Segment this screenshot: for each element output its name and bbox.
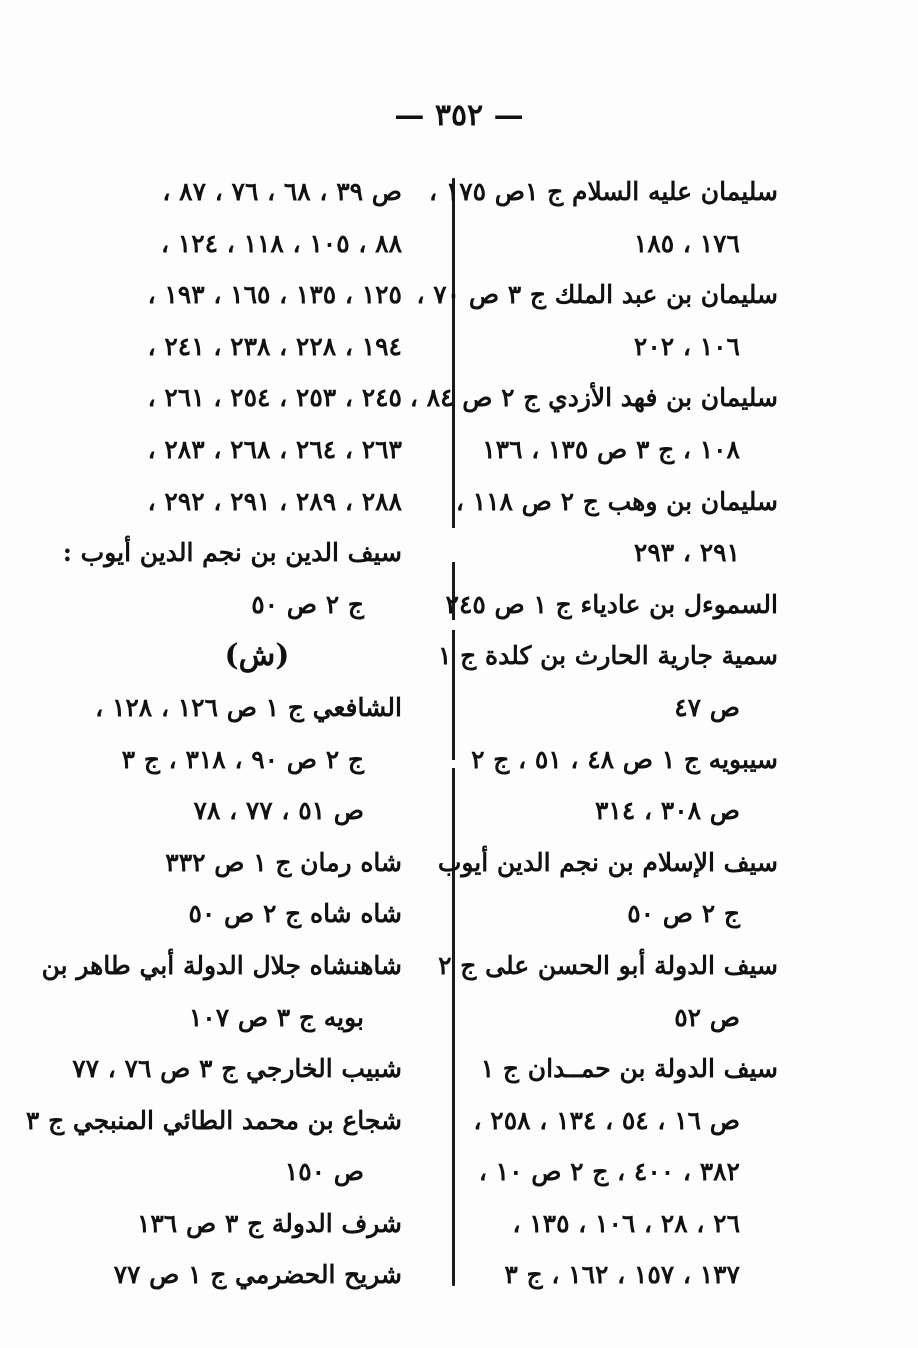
index-entry-line: ج ٢ ص ٩٠ ، ٣١٨ ، ج ٣: [121, 744, 364, 774]
index-entry-line: سليمان بن عبد الملك ج ٣ ص ٧٠ ،: [416, 280, 778, 310]
index-entry-line: ٨٨ ، ١٠٥ ، ١١٨ ، ١٢٤ ،: [161, 228, 402, 258]
index-entry-line: سليمان عليه السلام ج ١ص ١٧٥ ،: [428, 177, 778, 206]
index-column-right: [409, 166, 778, 1301]
index-entry-line: شبيب الخارجي ج ٣ ص ٧٦ ، ٧٧: [72, 1054, 402, 1084]
index-entry-line: ٢٦ ، ٢٨ ، ١٠٦ ، ١٣٥ ،: [512, 1208, 740, 1238]
index-entry-line: ١٠٦ ، ٢٠٢: [633, 331, 740, 361]
index-entry-line: سيف الدولة بن حمــدان ج ١: [480, 1054, 778, 1084]
index-entry-line: ٢٨٨ ، ٢٨٩ ، ٢٩١ ، ٢٩٢ ،: [147, 486, 402, 516]
index-entry-line: ص ٥٢: [674, 1002, 740, 1032]
index-entry-line: ١٢٥ ، ١٣٥ ، ١٦٥ ، ١٩٣ ،: [147, 280, 402, 310]
index-entry-line: السموءل بن عادياء ج ١ ص ٢٤٥: [445, 589, 778, 619]
column-divider: [452, 178, 455, 1286]
index-entry-line: ١٩٤ ، ٢٢٨ ، ٢٣٨ ، ٢٤١ ،: [147, 331, 402, 361]
index-entry-line: ١٧٦ ، ١٨٥: [633, 228, 740, 258]
index-entry-line: ص ٣٠٨ ، ٣١٤: [594, 796, 740, 826]
index-entry-line: ص ٤٧: [674, 692, 740, 722]
index-entry-line: شرف الدولة ج ٣ ص ١٣٦: [136, 1208, 402, 1238]
index-entry-line: ص ١٥٠: [284, 1157, 364, 1187]
index-entry-line: سيف الدين بن نجم الدين أيوب :: [62, 538, 402, 568]
index-entry-line: سيبويه ج ١ ص ٤٨ ، ٥١ ، ج ٢: [471, 744, 778, 774]
section-letter-heading: (ش): [224, 638, 290, 674]
page-number: — ٣٥٢ —: [394, 98, 524, 133]
index-entry-line: سيف الدولة أبو الحسن على ج ٢: [438, 950, 778, 980]
index-entry-line: شجاع بن محمد الطائي المنبجي ج ٣: [25, 1105, 402, 1135]
index-entry-line: ٢٤٥ ، ٢٥٣ ، ٢٥٤ ، ٢٦١ ،: [147, 383, 402, 413]
index-entry-line: شاهنشاه جلال الدولة أبي طاهر بن: [41, 950, 402, 980]
index-entry-line: الشافعي ج ١ ص ١٢٦ ، ١٢٨ ،: [95, 692, 402, 722]
column-divider-gap: [452, 528, 455, 562]
index-entry-line: سليمان بن وهب ج ٢ ص ١١٨ ،: [455, 486, 778, 516]
index-entry-line: ص ٣٩ ، ٦٨ ، ٧٦ ، ٨٧ ،: [162, 177, 402, 206]
index-entry-line: ٢٦٣ ، ٢٦٤ ، ٢٦٨ ، ٢٨٣ ،: [147, 434, 402, 464]
column-divider-gap: [452, 760, 455, 768]
index-entry-line: ج ٢ ص ٥٠: [627, 899, 740, 929]
index-entry-line: سليمان بن فهد الأزدي ج ٢ ص ٨٤ ،: [409, 383, 778, 413]
index-entry-line: ص ١٦ ، ٥٤ ، ١٣٤ ، ٢٥٨ ،: [473, 1105, 740, 1135]
index-entry-line: ٣٨٢ ، ٤٠٠ ، ج ٢ ص ١٠ ،: [478, 1157, 740, 1187]
index-column-left: [25, 166, 402, 1301]
index-entry-line: سيف الإسلام بن نجم الدين أيوب: [437, 847, 778, 877]
index-entry-line: ٢٩١ ، ٢٩٣: [633, 538, 740, 568]
index-entry-line: ص ٥١ ، ٧٧ ، ٧٨: [193, 796, 364, 826]
index-entry-line: سمية جارية الحارث بن كلدة ج ١: [438, 641, 778, 671]
index-entry-line: ١٣٧ ، ١٥٧ ، ١٦٢ ، ج ٣: [504, 1260, 740, 1290]
index-entry-line: شريح الحضرمي ج ١ ص ٧٧: [113, 1260, 402, 1290]
index-entry-line: شاه شاه ج ٢ ص ٥٠: [188, 899, 402, 929]
index-entry-line: بويه ج ٣ ص ١٠٧: [188, 1002, 364, 1032]
index-entry-line: شاه رمان ج ١ ص ٣٣٢: [165, 847, 402, 877]
index-entry-line: ج ٢ ص ٥٠: [251, 589, 364, 619]
index-entry-line: ١٠٨ ، ج ٣ ص ١٣٥ ، ١٣٦: [482, 434, 740, 464]
